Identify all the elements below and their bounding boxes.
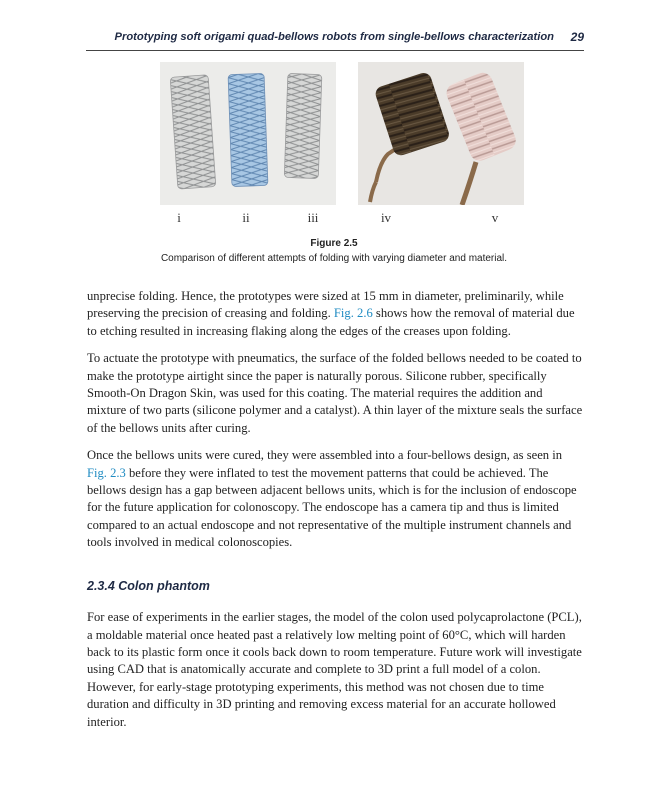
- bellows-ii: [228, 73, 268, 186]
- panel-label-iv: iv: [380, 210, 392, 225]
- running-header: [86, 30, 584, 51]
- paragraph-4: For ease of experiments in the earlier stages, the model of the colon used polycaprolactone (PCL), a moldable material once heated past a relatively low melting point of 60°C, which will harden back to its plastic form once it cools back down to room temperature. Future work will investigate using CAD that is anatomically accurate and complete to 3D print a full model of a colon. However, for early-stage prototyping experiments, this method was not chosen due to time duration and difficulty in 3D printing and removing excess material for an accurate hollowed interior.: [87, 610, 582, 729]
- figure-2-5: [160, 62, 524, 222]
- paragraph-2: To actuate the prototype with pneumatics, the surface of the folded bellows needed to be coated to make the prototype airtight since the paper is naturally porous. Silicone rubber, specifically Smooth-On Dragon Skin, was used for this coating. The material requires the addition and mixture of two parts (silicone polymer and a catalyst). A thin layer of the mixture seals the surface of the bellows units after curing.: [87, 351, 583, 435]
- figure-title: Figure 2.5: [310, 238, 358, 249]
- figure-panel-labels: [160, 210, 524, 226]
- paragraph-3: [87, 447, 584, 551]
- paragraph-3-start: Once the bellows units were cured, they were assembled into a four-bellows design, as seen in: [87, 448, 563, 463]
- paragraph-1-end: shows how the removal of material due to etching resulted in increasing flaking along the edges of the creases upon folding.: [87, 306, 575, 338]
- page-number: 29: [570, 30, 584, 44]
- panel-label-v: v: [491, 210, 499, 225]
- link-fig-2-3[interactable]: Fig. 2.3: [87, 465, 126, 480]
- paragraph-1: [87, 288, 584, 340]
- figure-caption: Comparison of different attempts of folding with varying diameter and material.: [160, 253, 508, 264]
- photo-coated-bellows: [358, 62, 524, 205]
- body-text: [87, 288, 584, 741]
- paragraph-1-text: unprecise folding. Hence, the prototypes were sized at 15 mm in diameter, preliminarily, while preserving the precision of creasing and folding.: [87, 289, 564, 321]
- panel-label-ii: ii: [242, 210, 250, 225]
- running-header-title: Prototyping soft origami quad-bellows robots from single-bellows characterization: [114, 31, 554, 43]
- photo-paper-bellows: [160, 62, 336, 205]
- link-fig-2-6[interactable]: Fig. 2.6: [333, 306, 373, 321]
- panel-label-iii: iii: [307, 210, 319, 225]
- bellows-iii: [284, 73, 322, 178]
- bellows-i: [170, 75, 216, 189]
- paragraph-3-end: before they were inflated to test the movement patterns that could be achieved. The bellows design has a gap between adjacent bellows units, which is for the inclusion of endoscope for the future application for colonoscopy. The endoscope has a camera tip and thus is limited compared to an actual endoscope and not representative of the multiple instrument channels and tools involved in medical colonoscopies.: [87, 465, 577, 550]
- panel-label-i: i: [177, 210, 181, 225]
- section-heading: 2.3.4 Colon phantom: [87, 578, 210, 593]
